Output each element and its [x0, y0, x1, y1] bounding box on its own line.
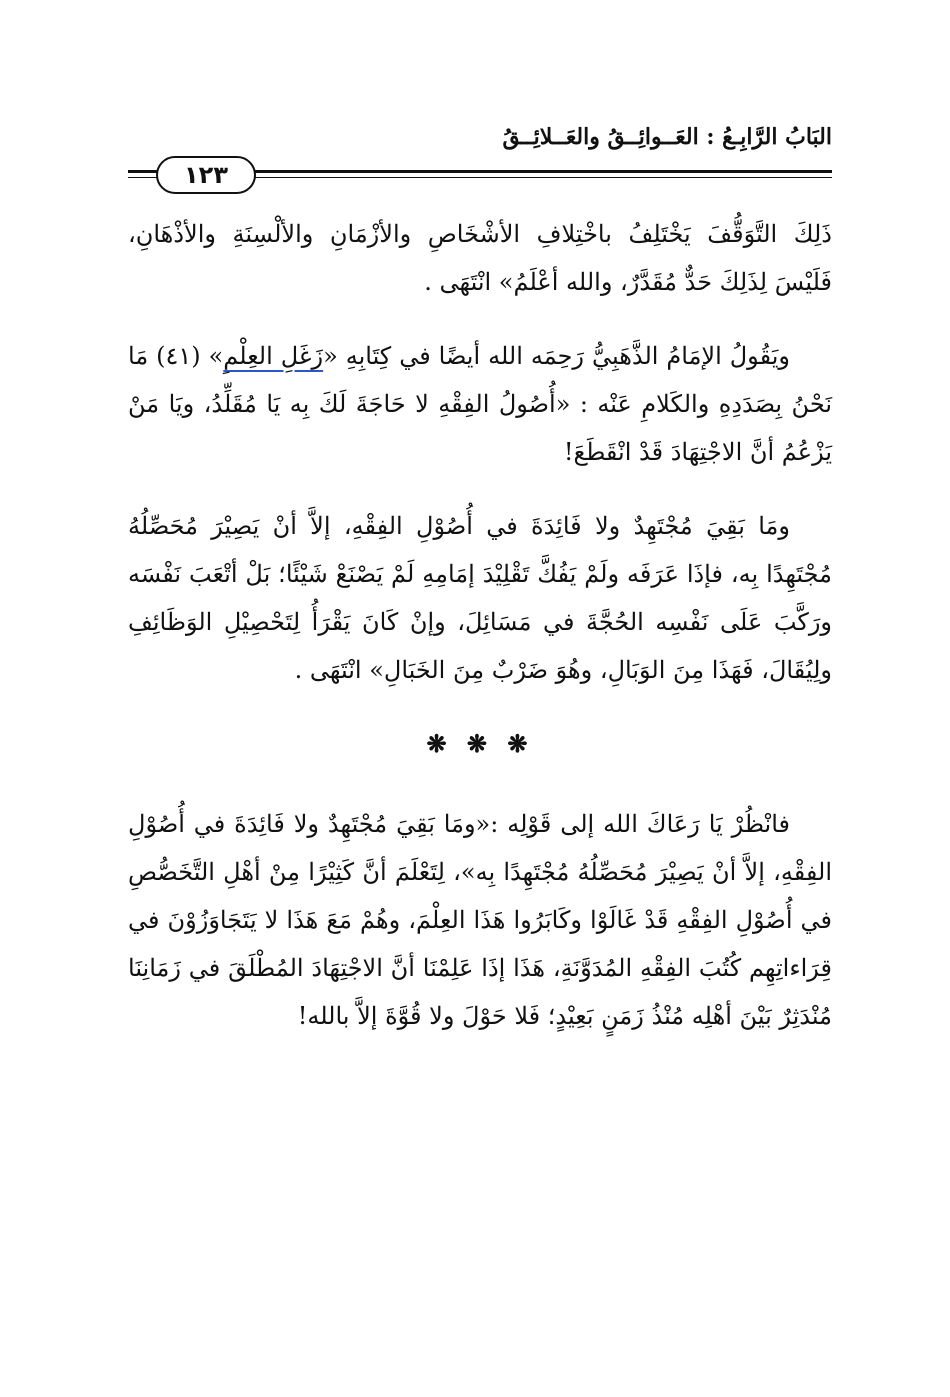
paragraph-2-lead: ويَقُولُ الإمَامُ الذَّهَبِيُّ رَحِمَه الله أيضًا في كِتَابِهِ « — [323, 342, 790, 370]
paragraph-1: ذَلِكَ التَّوَقُّفَ يَخْتَلِفُ باخْتِلافِ الأشْخَاصِ والأزْمَانِ والألْسِنَةِ والأذْهَانِ، فَلَيْسَ لِذَلِكَ حَدٌّ مُقَدَّرٌ، والله أعْلَمُ» انْتَهَى . — [128, 220, 832, 296]
page-number-badge: ١٢٣ — [156, 156, 256, 194]
book-title-link[interactable]: زَغَلِ العِلْمِ — [223, 342, 324, 370]
paragraph-4: فانْظُرْ يَا رَعَاكَ الله إلى قَوْلِه :«ومَا بَقِيَ مُجْتَهِدٌ ولا فَائِدَةَ في أُصُوْلِ الفِقْهِ، إلاَّ أنْ يَصِيْرَ مُحَصِّلُهُ مُجْتَهِدًا بِه»، لِتَعْلَمَ أنَّ كَثِيْرًا مِنْ أهْلِ التَّخَصُّصِ في أُصُوْلِ الفِقْهِ قَدْ غَالَوْا وكَابَرُوا هَذَا العِلْمَ، وهُمْ مَعَ هَذَا لا يَتَجَاوَزُوْنَ في قِرَاءاتِهِم كُتُبَ الفِقْهِ المُدَوَّنَةِ، هَذَا إذَا عَلِمْنَا أنَّ الاجْتِهَادَ المُطْلَقَ في زَمَانِنَا مُنْدَثِرٌ بَيْنَ أهْلِه مُنْذُ زَمَنٍ بَعِيْدٍ؛ فَلا حَوْلَ ولا قُوَّةَ إلاَّ بالله! — [128, 810, 832, 1030]
paragraph-2-rest: » (٤١) مَا نَحْنُ بِصَدَدِهِ والكَلامِ عَنْه : «أُصُولُ الفِقْهِ لا حَاجَةَ لَكَ بِه يَا مُقَلِّدُ، ويَا مَنْ يَزْعُمُ أنَّ الاجْتِهَادَ قَدْ انْقَطَعَ! — [128, 342, 832, 466]
paragraph-3: ومَا بَقِيَ مُجْتَهِدٌ ولا فَائِدَةَ في أُصُوْلِ الفِقْهِ، إلاَّ أنْ يَصِيْرَ مُحَصِّلُهُ مُجْتَهِدًا بِه، فإذَا عَرَفَه ولَمْ يَفُكَّ تَقْلِيْدَ إمَامِهِ لَمْ يَصْنَعْ شَيْئًا؛ بَلْ أتْعَبَ نَفْسَه ورَكَّبَ عَلَى نَفْسِه الحُجَّةَ في مَسَائِلَ، وإنْ كَانَ يَقْرَأُ لِتَحْصِيْلِ الوَظَائِفِ ولِيُقَالَ، فَهَذَا مِنَ الوَبَالِ، وهُوَ ضَرْبٌ مِنَ الخَبَالِ» انْتَهَى . — [128, 512, 832, 684]
section-separator: ❋ ❋ ❋ — [426, 729, 534, 758]
running-header: البَابُ الرَّابِـعُ : العَــوائِــقُ والعَــلائِــقُ — [502, 124, 832, 150]
paragraph-2 — [128, 332, 832, 476]
page-body — [128, 210, 832, 1066]
